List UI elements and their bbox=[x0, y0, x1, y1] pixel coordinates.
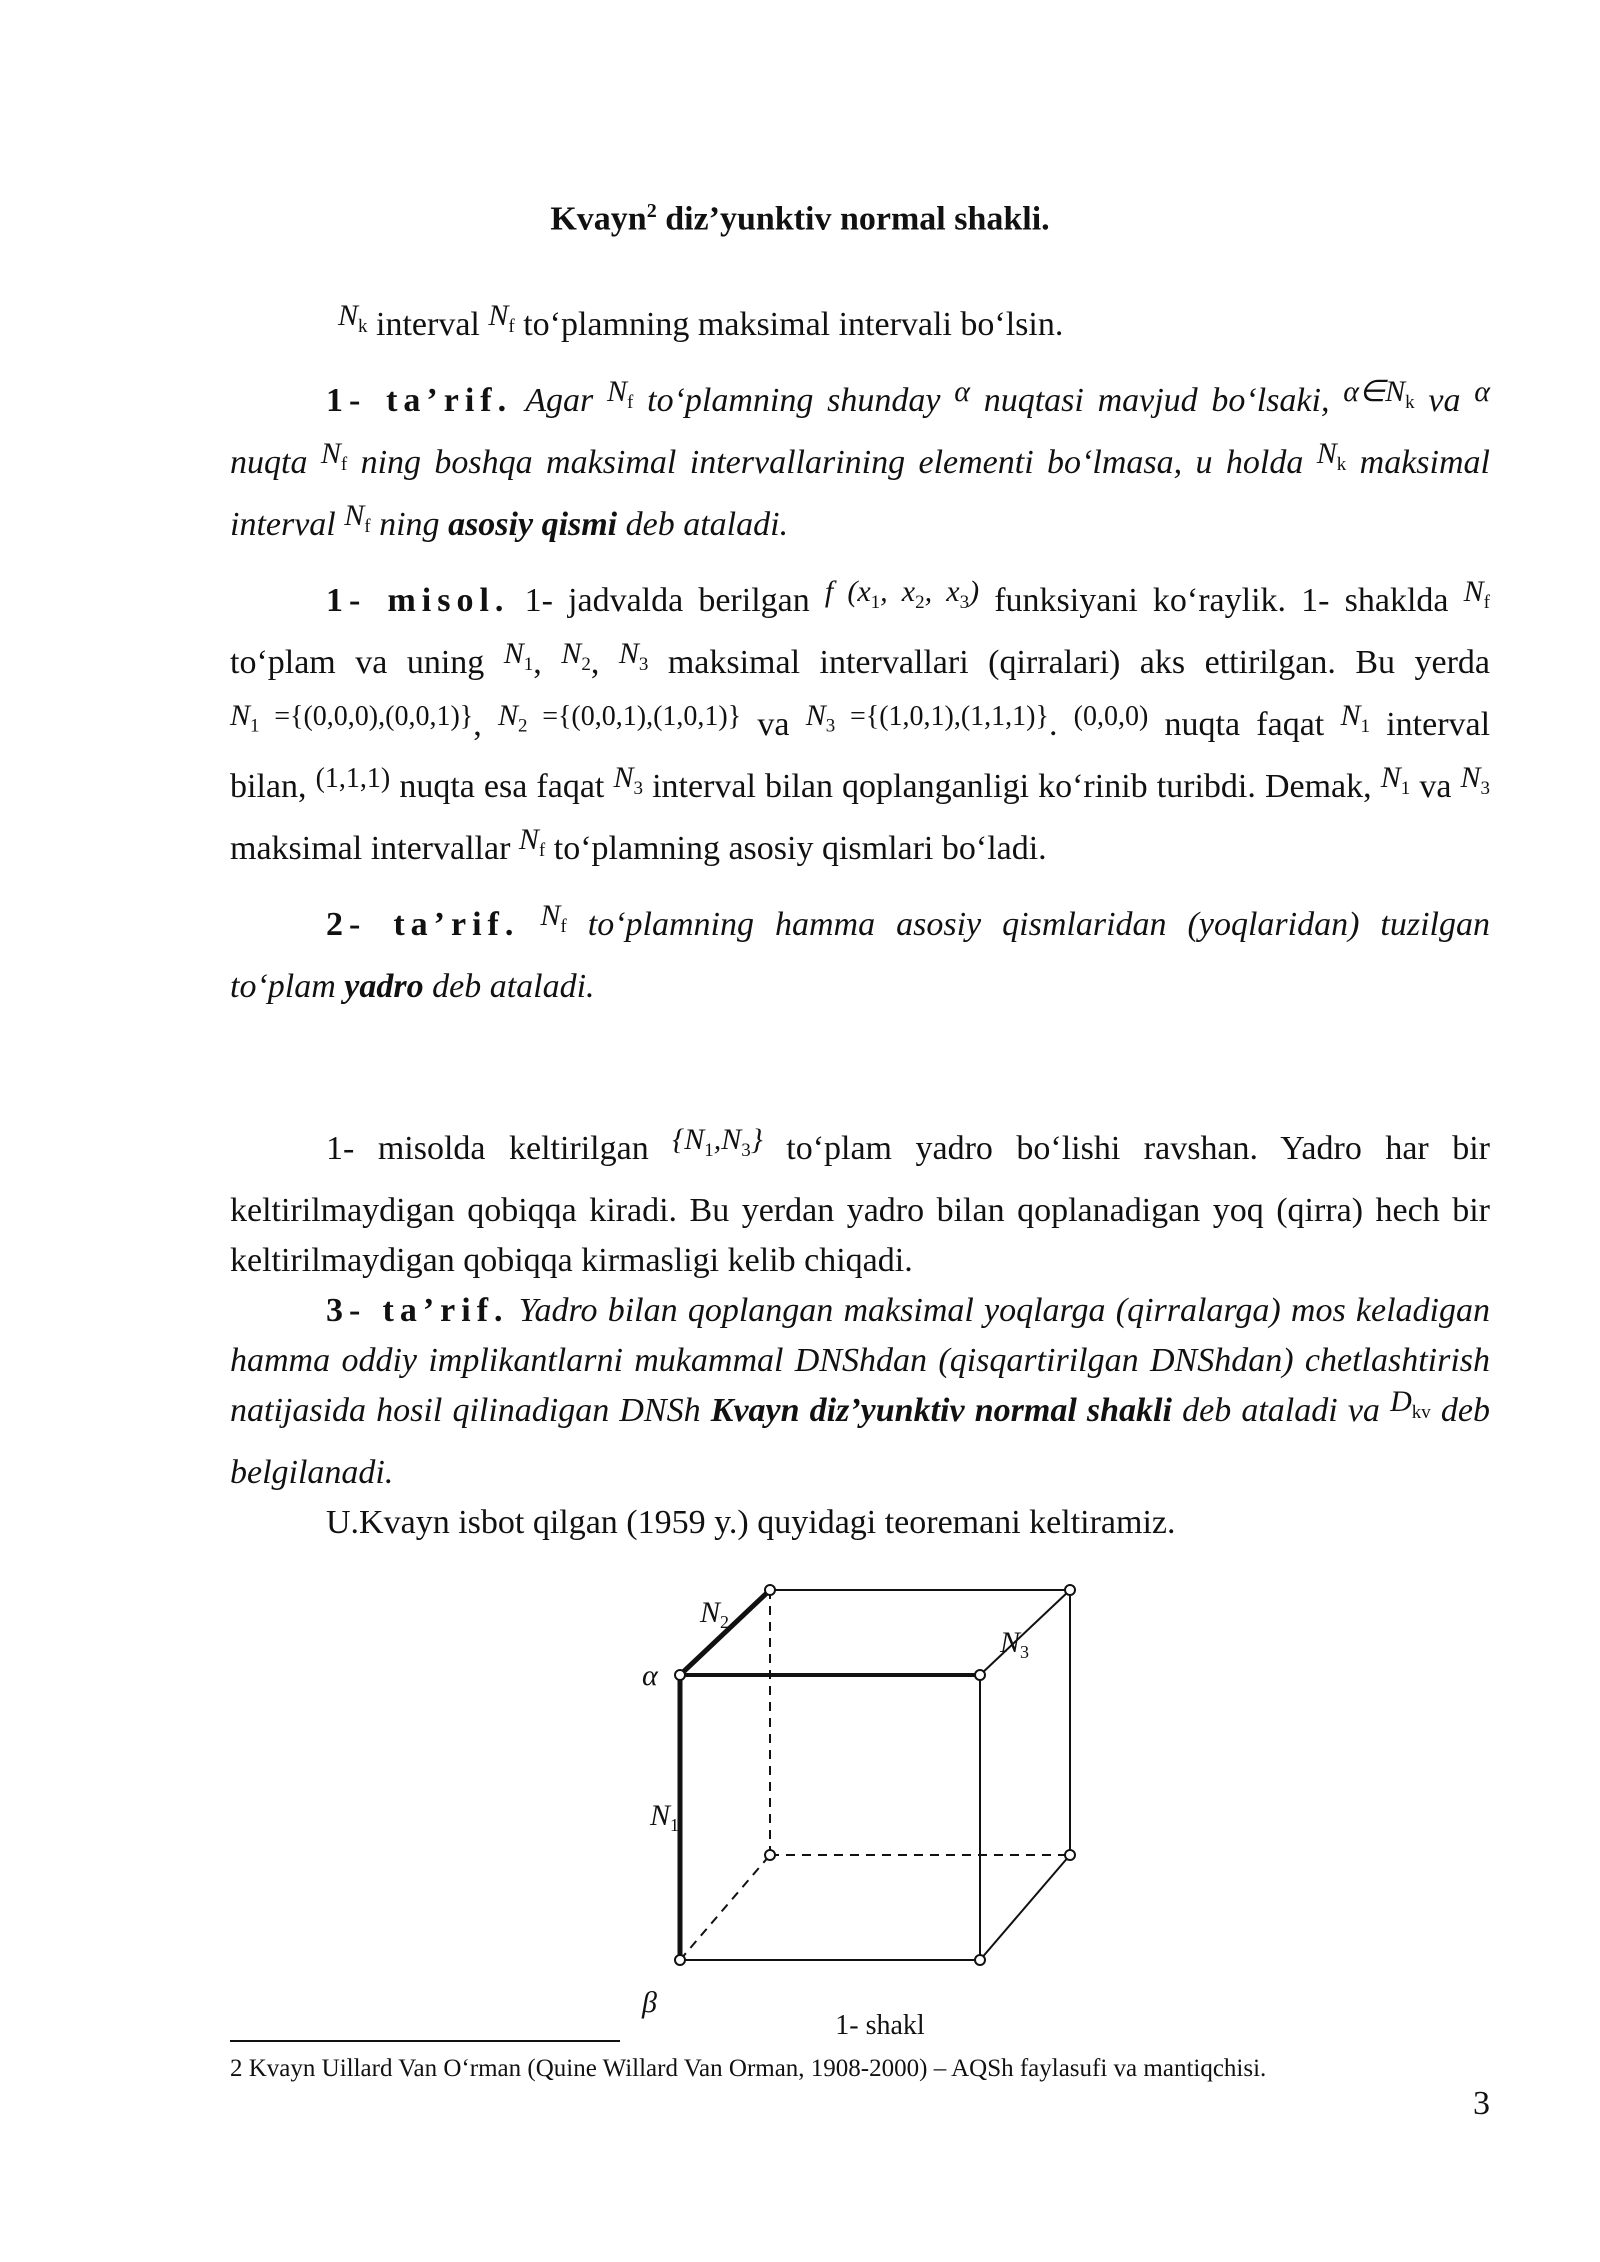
math-nf: $N_f$ bbox=[488, 299, 515, 337]
alpha-label: α bbox=[642, 1659, 658, 1692]
beta-label: β bbox=[642, 1986, 657, 2019]
n2-label: $N_2$ bbox=[700, 1596, 730, 1632]
definition-1: 1- ta’rif. Agar $N_f$ to‘plamning shunday α nuqtasi mavjud bo‘lsaki, $\alpha\in N_k$ va α nuqta $N_f$ ning boshqa maksimal intervallarining elementi bo‘lmasa, u holda $N_k$ maksimal interval $N_f$ ning asosiy qismi deb ataladi. bbox=[230, 375, 1491, 543]
paragraph-yadro: 1- misolda keltirilgan $\{N_1,N_3\}$ to‘plam yadro bo‘lishi ravshan. Yadro har bir keltirilmaydigan qobiqqa kiradi. Bu yerdan yadro bilan qoplanadigan yoq (qirra) hech bir keltirilmaydigan qobiqqa kirmasligi kelib chiqadi. bbox=[230, 1123, 1491, 1279]
math-nk: $N_k$ bbox=[338, 299, 368, 337]
edge-n2 bbox=[680, 1590, 770, 1675]
document-body bbox=[230, 300, 1490, 1548]
example-1: 1- misol. 1- jadvalda berilgan f ($x_1$, $x_2$, $x_3$) funksiyani ko‘raylik. 1- shaklda $N_f$ to‘plam va uning $N_1$, $N_2$, $N_3$ maksimal intervallari (qirralari) aks ettirilgan. Bu yerda $^{N_1 =\{(0,0,0),(0,0,1)\}}$, $^{N_2 =\{(0,0,1),(1,0,1)\}}$ va $^{N_3 =\{(1,0,1),(1,1,1)\}}$. $^{(0,0,0)}$ nuqta faqat $N_1$ interval bilan, $^{(1,1,1)}$ nuqta esa faqat $N_3$ interval bilan qoplanganligi ko‘rinib turibdi. Demak, $N_1$ va $N_3$ maksimal intervallar $N_f$ to‘plamning asosiy qismlari bo‘ladi. bbox=[230, 575, 1491, 867]
n1-label: $N_1$ bbox=[650, 1799, 680, 1835]
edge-hidden-diagonal bbox=[680, 1855, 770, 1960]
footnote-separator bbox=[230, 2040, 620, 2042]
definition-3: 3- ta’rif. Yadro bilan qoplangan maksimal yoqlarga (qirralarga) mos keladigan hamma oddiy implikantlarni mukammal DNShdan (qisqartirilgan DNShdan) chetlashtirish natijasida hosil qilinadigan DNSh Kvayn diz’yunktiv normal shakli deb ataladi va $D_{kv}$ deb belgilanadi. bbox=[230, 1292, 1490, 1491]
figure-caption: 1- shakl bbox=[835, 2010, 925, 2041]
paragraph-theorem-intro: U.Kvayn isbot qilgan (1959 y.) quyidagi teoremani keltiramiz. bbox=[326, 1504, 1176, 1541]
paragraph-intro: $N_k$ interval $N_f$ to‘plamning maksimal intervali bo‘lsin. bbox=[338, 299, 1064, 343]
definition-2: 2- ta’rif. $N_f$ to‘plamning hamma asosiy qismlaridan (yoqlaridan) tuzilgan to‘plam yadro deb ataladi. bbox=[230, 899, 1491, 1005]
cube-figure bbox=[620, 1580, 1120, 2040]
page-number: 3 bbox=[1473, 2085, 1490, 2122]
page-title: Kvayn$^2$ diz’yunktiv normal shakli. bbox=[550, 200, 1050, 238]
edge-n3 bbox=[980, 1590, 1070, 1675]
n3-label: $N_3$ bbox=[1000, 1626, 1030, 1662]
footnote: 2 Kvayn Uillard Van O‘rman (Quine Willard Van Orman, 1908-2000) – AQSh faylasufi va mantiqchisi. bbox=[230, 2055, 1267, 2082]
edge-bottom-right bbox=[980, 1855, 1070, 1960]
